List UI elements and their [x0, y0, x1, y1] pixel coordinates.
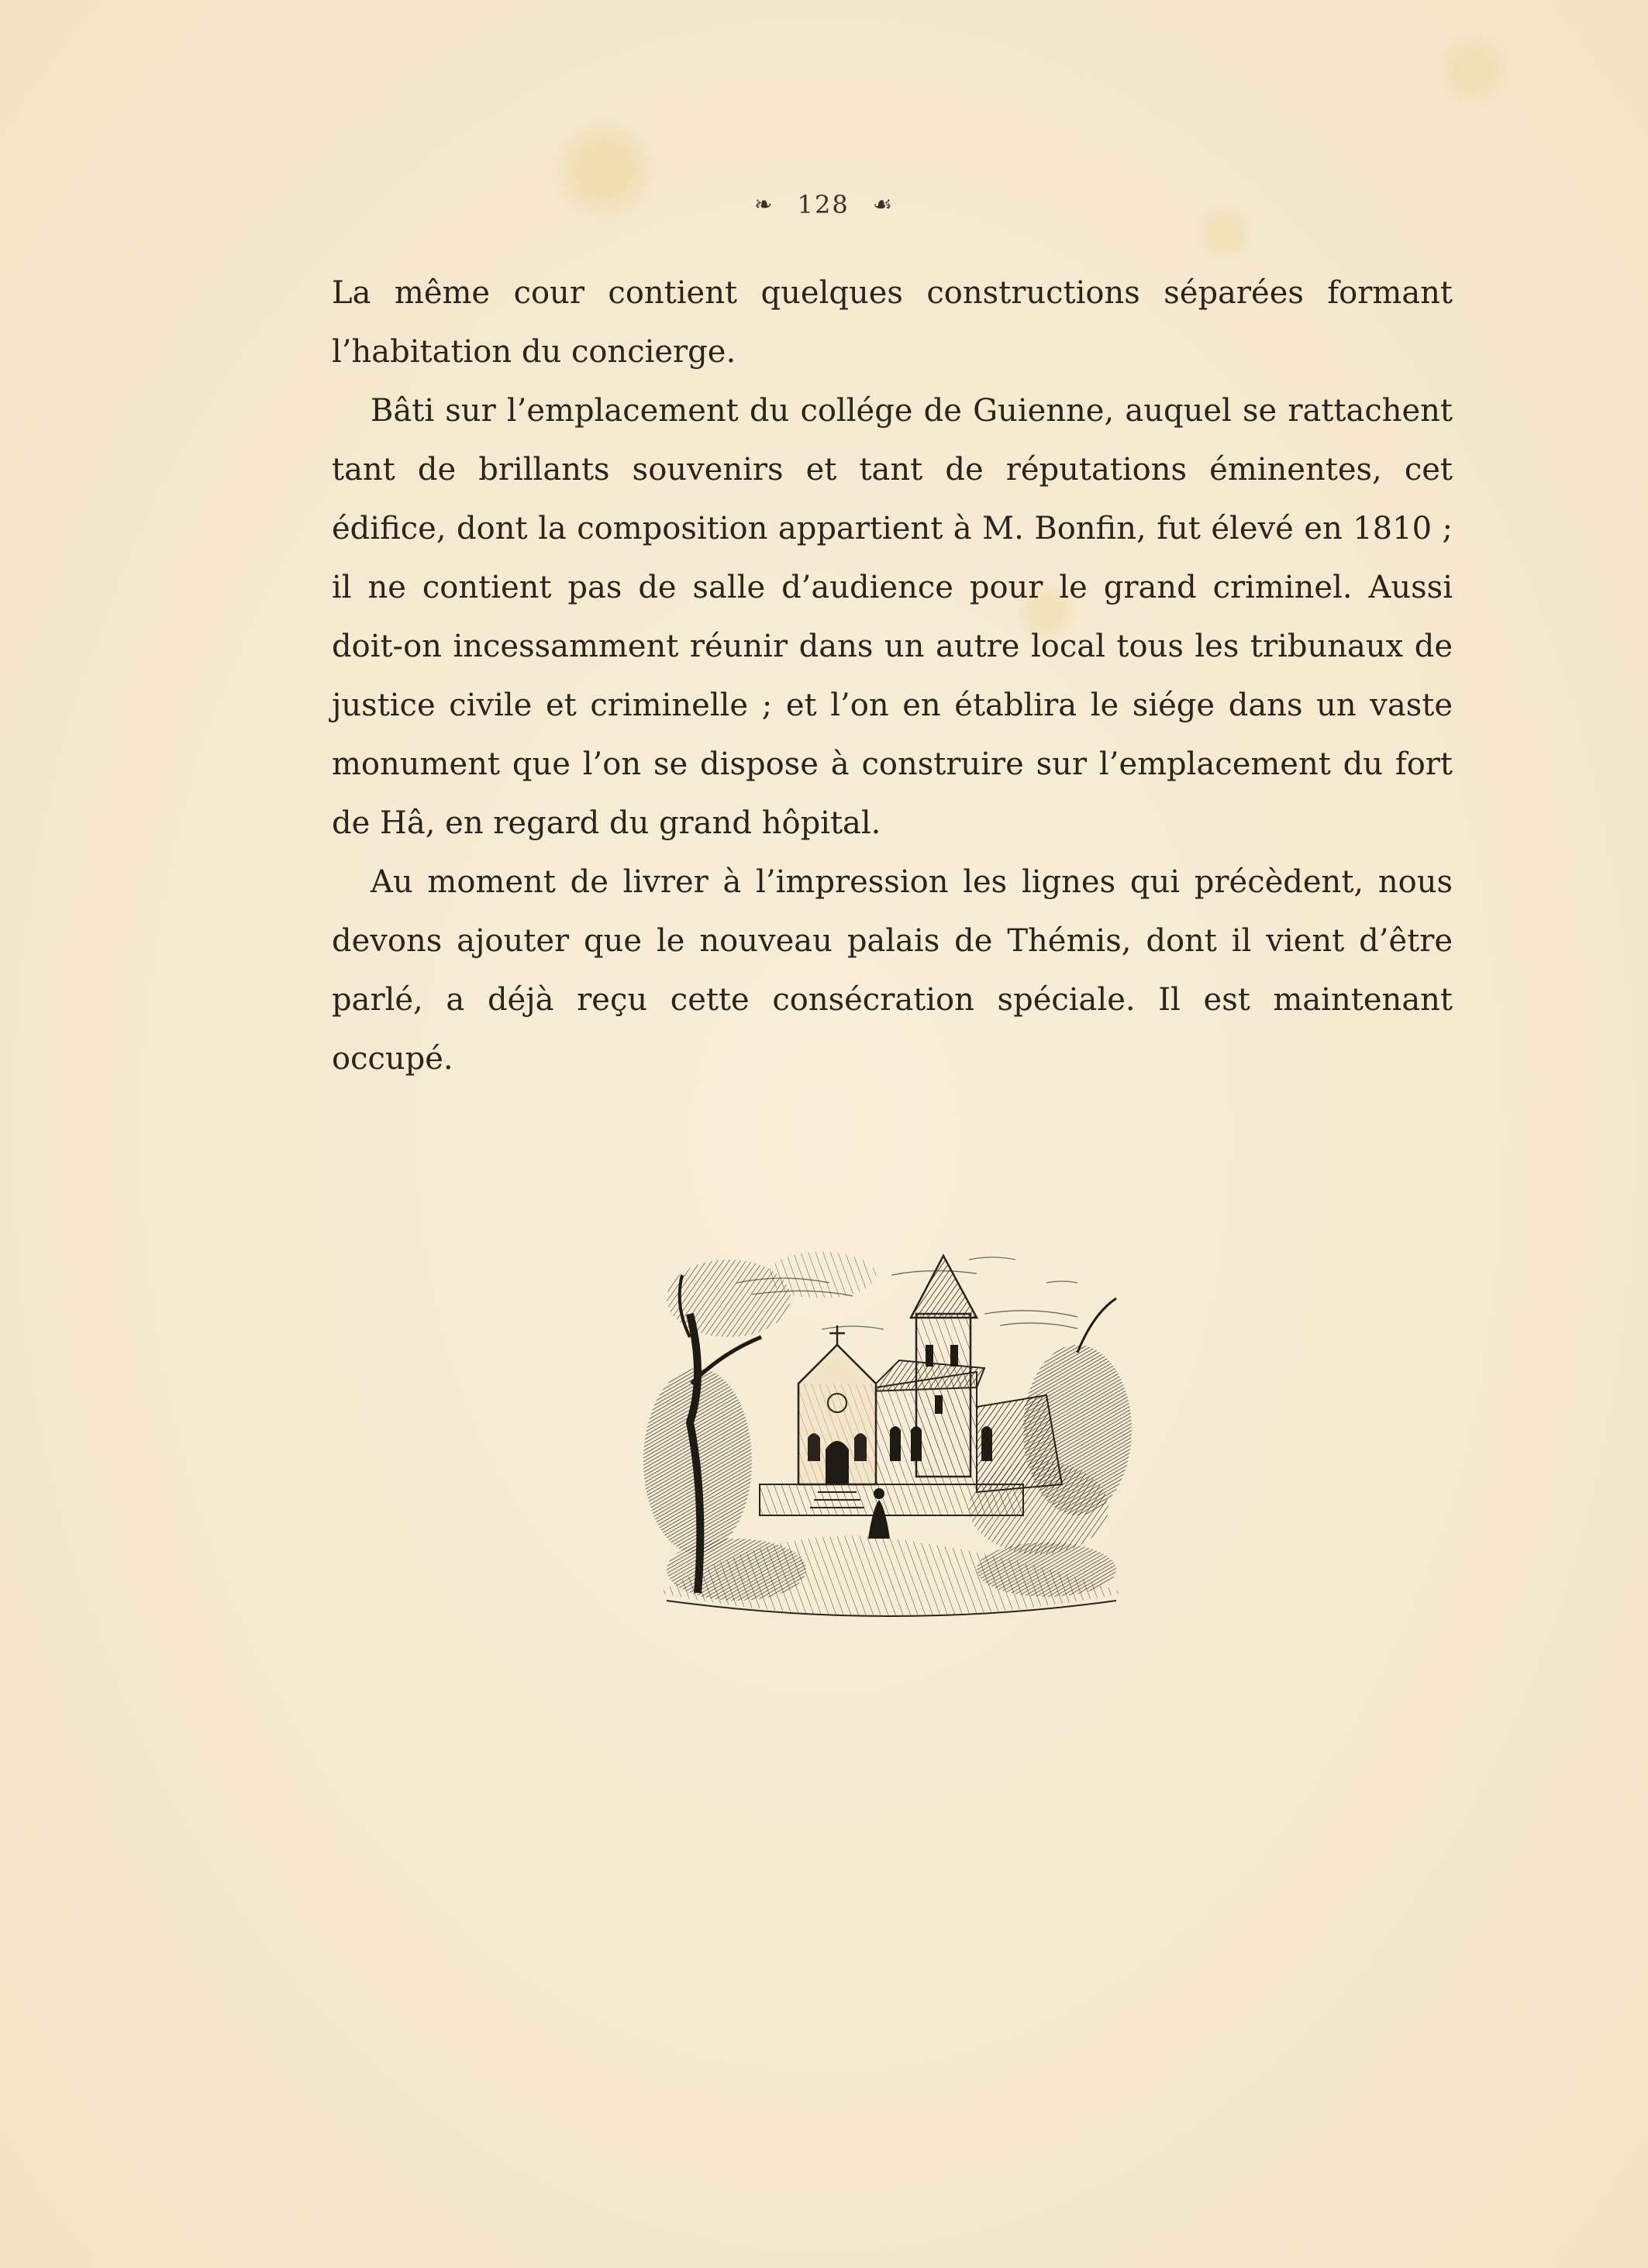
- page-number: 128: [797, 190, 850, 219]
- church-engraving-illustration: [643, 1229, 1139, 1647]
- paragraph-2: Bâti sur l’emplacement du collége de Guienne, auquel se rattachent tant de brillants souvenirs et tant de réputations éminentes, cet édifice, dont la composition appartient à M. Bonfin, fut élevé en 1810 ; il ne contient pas de salle d’audience pour le grand criminel. Aussi doit-on incessamment réunir dans un autre local tous les tribunaux de justice civile et criminelle ; et l’on en établira le siége dans un vaste monument que l’on se dispose à construire sur l’emplacement du fort de Hâ, en regard du grand hôpital.: [332, 393, 1453, 841]
- paragraph-3: Au moment de livrer à l’impression les lignes qui précèdent, nous devons ajouter que le nouveau palais de Thémis, dont il vient d’être parlé, a déjà reçu cette consécration spéciale. Il est maintenant occupé.: [332, 864, 1453, 1077]
- page-header: [0, 190, 1648, 219]
- body-text: [332, 264, 1453, 1088]
- ornament-right-icon: ☙: [872, 191, 894, 217]
- ornament-left-icon: ❧: [754, 191, 774, 217]
- paragraph-1: La même cour contient quelques constructions séparées formant l’habitation du concierge.: [332, 275, 1453, 370]
